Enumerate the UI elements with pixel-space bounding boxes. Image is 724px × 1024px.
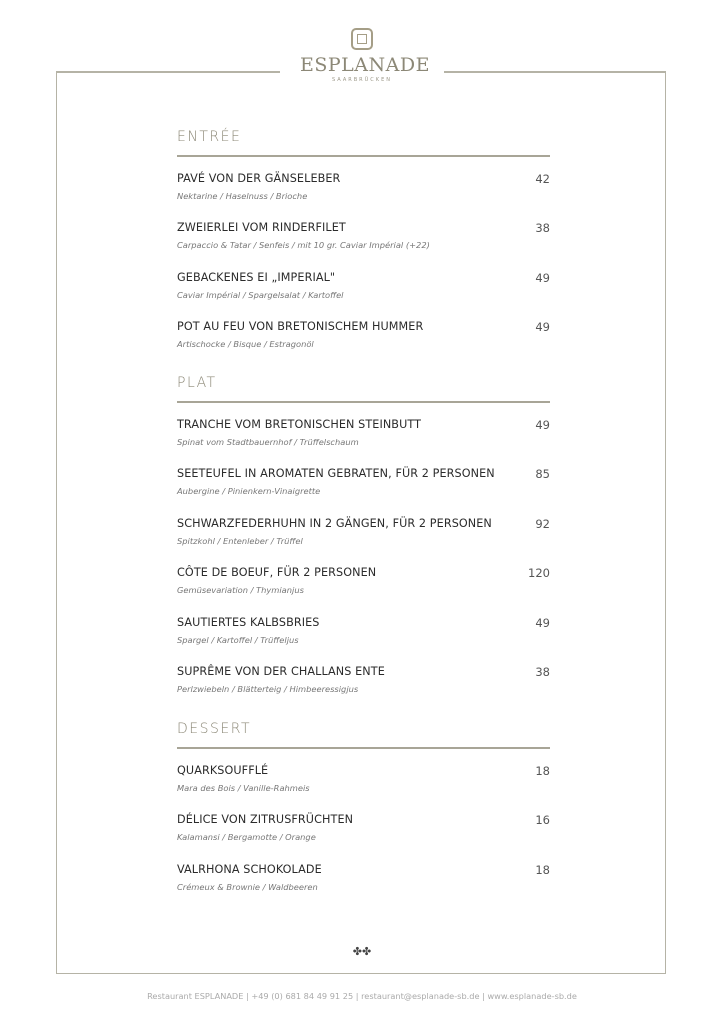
dish-description: Gemüsevariation / Thymianjus — [177, 585, 304, 595]
logo — [300, 28, 430, 84]
dish-description: Carpaccio & Tatar / Senfeis / mit 10 gr. Caviar Impérial (+22) — [177, 240, 430, 250]
dish-price: 120 — [528, 566, 550, 580]
section-divider — [177, 155, 550, 157]
dish-name: QUARKSOUFFLÉ — [177, 763, 269, 777]
menu-item — [177, 763, 550, 813]
dish-price: 18 — [535, 862, 550, 877]
dish-description: Crémeux & Brownie / Waldbeeren — [177, 881, 318, 892]
dish-price: 85 — [535, 467, 550, 481]
menu-item — [177, 417, 550, 467]
dish-price: 18 — [535, 763, 550, 778]
ornament-icon: ✤✤ — [352, 945, 372, 958]
dish-name: POT AU FEU VON BRETONISCHEM HUMMER — [177, 320, 424, 333]
dish-description: Artischocke / Bisque / Estragonöl — [177, 339, 314, 349]
menu-item — [177, 615, 550, 665]
dish-name: SEETEUFEL IN AROMATEN GEBRATEN, FÜR 2 PERSONEN — [177, 467, 495, 480]
menu-item — [177, 812, 550, 862]
logo-subtitle: SAARBRÜCKEN — [332, 77, 392, 83]
dish-name: CÔTE DE BOEUF, FÜR 2 PERSONEN — [177, 566, 377, 579]
menu-item — [177, 862, 550, 912]
menu-item — [177, 466, 550, 516]
menu-section-dessert — [177, 719, 550, 911]
logo-name: ESPLANADE — [300, 54, 430, 76]
dish-description: Kalamansi / Bergamotte / Orange — [177, 832, 316, 842]
dish-price: 92 — [535, 516, 550, 531]
dish-description: Spitzkohl / Entenleber / Trüffel — [177, 535, 303, 546]
section-title: DESSERT — [177, 721, 252, 737]
menu-item — [177, 270, 550, 320]
menu-item — [177, 220, 550, 270]
menu-item — [177, 565, 550, 615]
menu-section-entree — [177, 127, 550, 369]
section-divider — [177, 747, 550, 749]
dish-description: Caviar Impérial / Spargelsalat / Kartoffel — [177, 289, 344, 300]
frame-top-line-right — [444, 71, 666, 73]
dish-description: Perlzwiebeln / Blätterteig / Himbeeressigjus — [177, 684, 359, 694]
dish-name: SUPRÊME VON DER CHALLANS ENTE — [177, 665, 385, 678]
dish-price: 38 — [535, 221, 550, 235]
dish-name: ZWEIERLEI VOM RINDERFILET — [177, 221, 346, 234]
dish-description: Aubergine / Pinienkern-Vinaigrette — [177, 486, 321, 496]
section-divider — [177, 401, 550, 403]
menu-item — [177, 664, 550, 714]
dish-price: 16 — [535, 813, 550, 827]
dish-description: Spinat vom Stadtbauernhof / Trüffelschaum — [177, 436, 359, 447]
section-title: PLAT — [177, 375, 217, 391]
dish-name: GEBACKENES EI „IMPERIAL" — [177, 270, 336, 284]
dish-price: 49 — [535, 320, 550, 334]
dish-name: SAUTIERTES KALBSBRIES — [177, 615, 320, 629]
menu-item — [177, 319, 550, 369]
menu-item — [177, 516, 550, 566]
dish-price: 49 — [535, 615, 550, 630]
dish-description: Spargel / Kartoffel / Trüffeljus — [177, 634, 299, 645]
dish-price: 49 — [535, 417, 550, 432]
dish-name: DÉLICE VON ZITRUSFRÜCHTEN — [177, 813, 354, 826]
dish-description: Nektarine / Haselnuss / Brioche — [177, 190, 308, 201]
dish-name: VALRHONA SCHOKOLADE — [177, 862, 322, 876]
dish-price: 49 — [535, 270, 550, 285]
menu-item — [177, 171, 550, 221]
footer-contact: Restaurant ESPLANADE | +49 (0) 681 84 49 91 25 | restaurant@esplanade-sb.de | www.esplanade-sb.de — [147, 991, 577, 1001]
dish-name: TRANCHE VOM BRETONISCHEN STEINBUTT — [177, 417, 422, 431]
dish-name: PAVÉ VON DER GÄNSELEBER — [177, 171, 341, 185]
dish-description: Mara des Bois / Vanille-Rahmeis — [177, 782, 310, 793]
dish-price: 42 — [535, 171, 550, 186]
frame-top-line-left — [56, 71, 280, 73]
dish-name: SCHWARZFEDERHUHN IN 2 GÄNGEN, FÜR 2 PERSONEN — [177, 516, 492, 530]
menu-section-plat — [177, 373, 550, 714]
logo-emblem-icon — [351, 28, 373, 50]
section-title: ENTRÉE — [177, 129, 242, 145]
dish-price: 38 — [535, 665, 550, 679]
